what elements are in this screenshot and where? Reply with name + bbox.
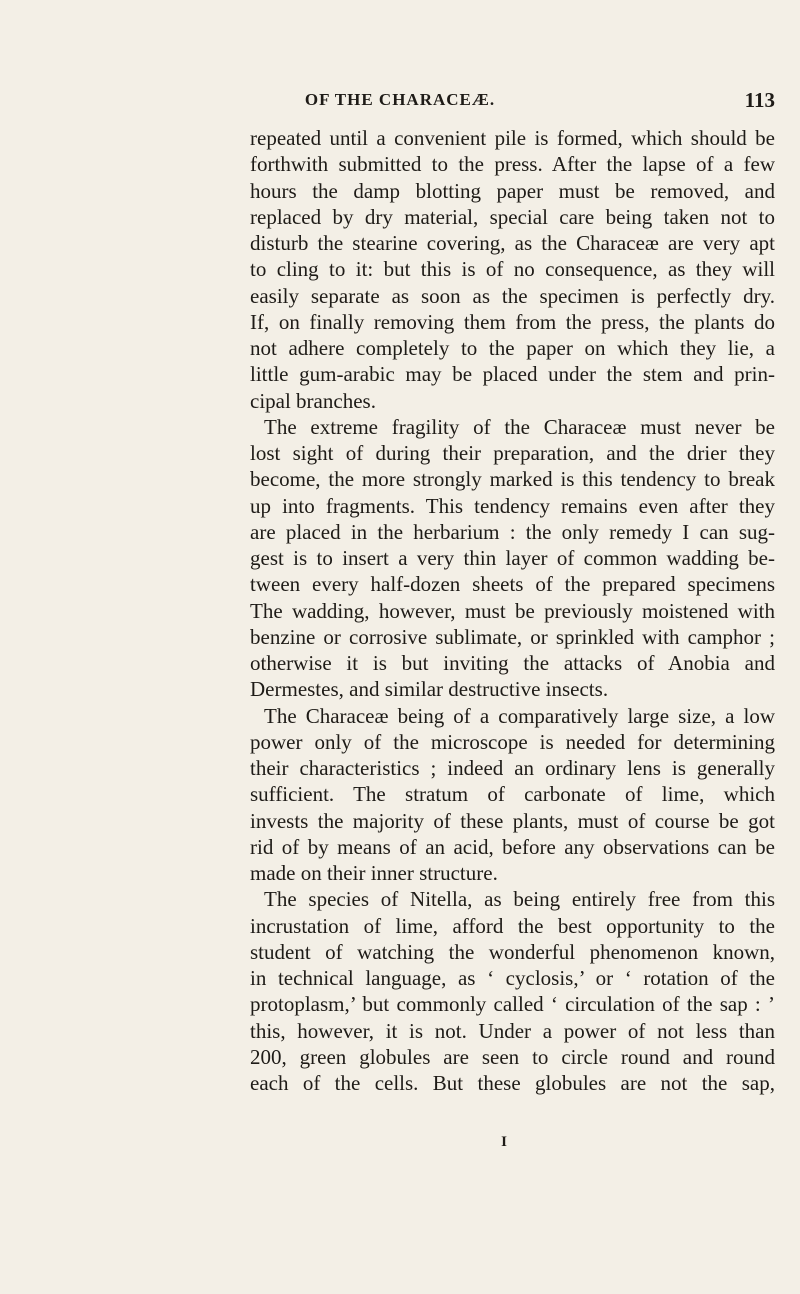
text-line: this, however, it is not. Under a power of not less than (250, 1018, 775, 1043)
running-title: OF THE CHARACEÆ. (304, 90, 496, 109)
text-line: 200, green globules are seen to circle round and round (250, 1044, 775, 1069)
text-line: disturb the stearine covering, as the Characeæ are very apt (250, 231, 775, 255)
text-line: become, the more strongly marked is this tendency to break (250, 467, 775, 492)
text-line: gest is to insert a very thin layer of common wadding be- (250, 546, 775, 570)
text-line: tween every half-dozen sheets of the prepared specimens (250, 572, 775, 597)
text-line: replaced by dry material, special care being taken not to (250, 204, 775, 229)
text-line: up into fragments. This tendency remains even after they (250, 493, 775, 518)
text-line: in technical language, as ‘ cyclosis,’ or ‘ rotation of the (250, 966, 775, 990)
text-line: otherwise it is but inviting the attacks of Anobia and (250, 651, 775, 675)
text-line: lost sight of during their preparation, and the drier they (250, 441, 775, 465)
signature-mark: I (501, 1134, 507, 1150)
text-line: invests the majority of these plants, must of course be got (250, 808, 775, 833)
text-line: cipal branches. (250, 388, 376, 413)
text-line: repeated until a convenient pile is formed, which should be (250, 126, 775, 150)
text-line: each of the cells. But these globules are not the sap, (250, 1071, 775, 1095)
text-line: to cling to it: but this is of no consequence, as they will (250, 257, 775, 282)
text-line: The wadding, however, must be previously moistened with (250, 598, 775, 623)
text-line: are placed in the herbarium : the only remedy I can sug- (250, 519, 775, 544)
text-line: hours the damp blotting paper must be removed, and (250, 178, 775, 203)
text-line: easily separate as soon as the specimen is perfectly dry. (250, 283, 775, 308)
text-line: student of watching the wonderful phenomenon known, (250, 939, 775, 964)
text-line: rid of by means of an acid, before any observations can be (250, 834, 775, 859)
text-line: benzine or corrosive sublimate, or sprinkled with camphor ; (250, 624, 775, 649)
text-line: little gum-arabic may be placed under the stem and prin- (250, 362, 775, 387)
text-line: incrustation of lime, afford the best opportunity to the (250, 913, 775, 938)
text-line: forthwith submitted to the press. After the lapse of a few (250, 152, 775, 177)
body-text (250, 125, 775, 1096)
text-line: power only of the microscope is needed for determining (250, 729, 775, 754)
text-line: made on their inner structure. (250, 861, 498, 885)
text-line: If, on finally removing them from the press, the plants do (250, 309, 775, 334)
text-line: The species of Nitella, as being entirely free from this (264, 887, 775, 912)
text-line: their characteristics ; indeed an ordinary lens is generally (250, 756, 775, 780)
text-line: sufficient. The stratum of carbonate of lime, which (250, 782, 775, 807)
text-line: not adhere completely to the paper on which they lie, a (250, 336, 775, 360)
text-line: protoplasm,’ but commonly called ‘ circulation of the sap : ’ (250, 992, 775, 1017)
text-line: The extreme fragility of the Characeæ must never be (264, 414, 775, 439)
text-line: Dermestes, and similar destructive insects. (250, 677, 609, 702)
page-number: 113 (744, 88, 775, 112)
text-line: The Characeæ being of a comparatively large size, a low (264, 703, 775, 728)
